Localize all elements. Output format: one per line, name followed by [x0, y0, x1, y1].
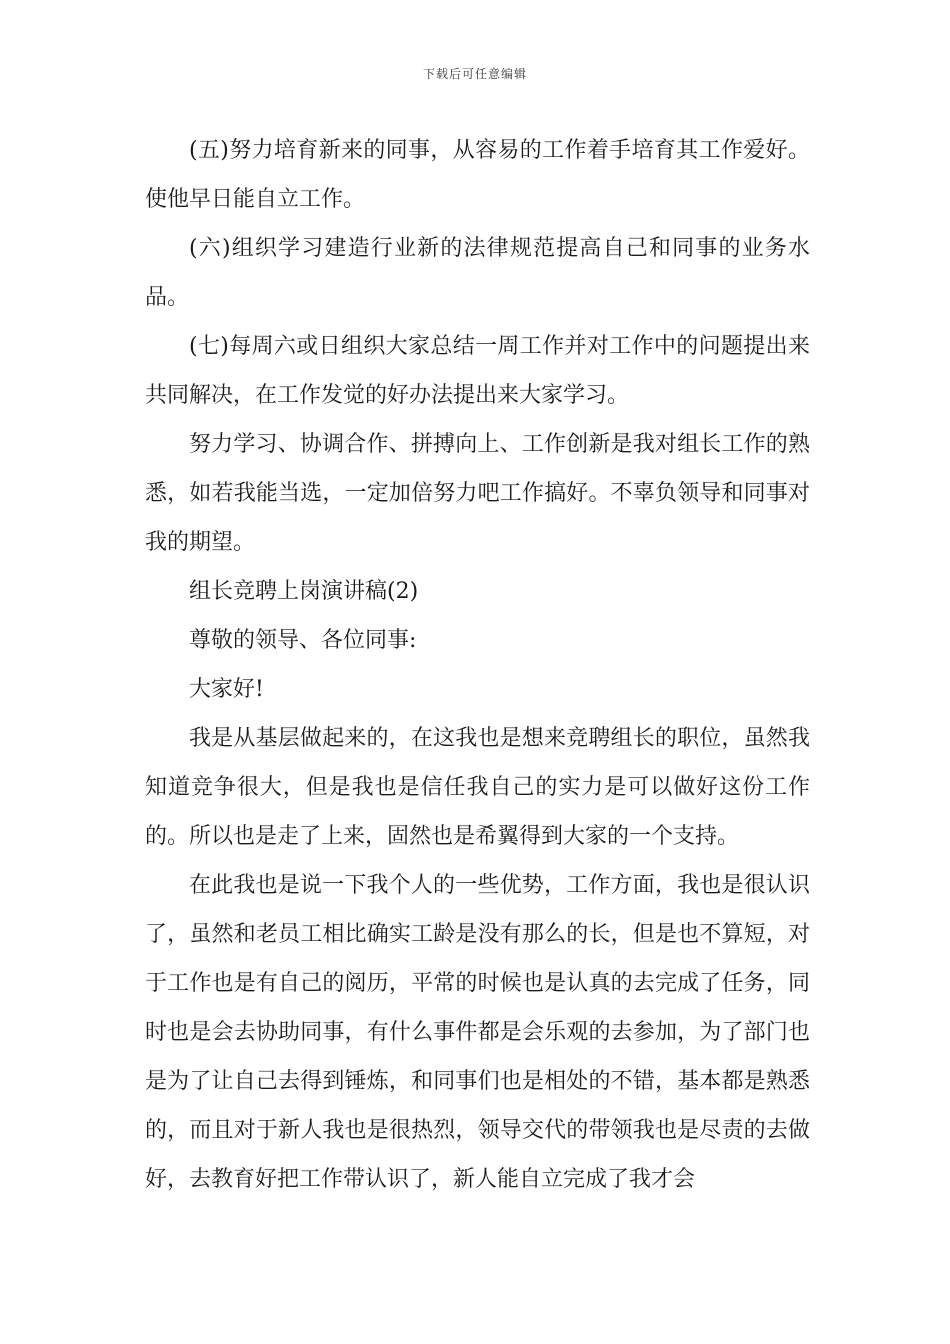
- paragraph-item-5: (五)努力培育新来的同事，从容易的工作着手培育其工作爱好。使他早日能自立工作。: [145, 138, 810, 212]
- paragraph-item-6: (六)组织学习建造行业新的法律规范提高自己和同事的业务水品。: [145, 236, 810, 310]
- document-body: [145, 126, 810, 1204]
- paragraph-item-7: (七)每周六或日组织大家总结一周工作并对工作中的问题提出来共同解决，在工作发觉的好办法提出来大家学习。: [145, 334, 810, 408]
- page-header: 下载后可任意编辑: [422, 67, 527, 81]
- salutation: 尊敬的领导、各位同事:: [189, 628, 417, 653]
- section-title: 组长竞聘上岗演讲稿(2): [189, 579, 419, 604]
- paragraph-intro: 我是从基层做起来的，在这我也是想来竞聘组长的职位，虽然我知道竞争很大，但是我也是信任我自己的实力是可以做好这份工作的。所以也是走了上来，固然也是希翼得到大家的一个支持。: [145, 726, 810, 849]
- greeting: 大家好!: [189, 677, 264, 702]
- paragraph-summary: 努力学习、协调合作、拼搏向上、工作创新是我对组长工作的熟悉，如若我能当选，一定加倍努力吧工作搞好。不辜负领导和同事对我的期望。: [145, 432, 810, 555]
- paragraph-advantages: 在此我也是说一下我个人的一些优势，工作方面，我也是很认识了，虽然和老员工相比确实工龄是没有那么的长，但是也不算短，对于工作也是有自己的阅历，平常的时候也是认真的去完成了任务，同时也是会去协助同事，有什么事件都是会乐观的去参加，为了部门也是为了让自己去得到锤炼，和同事们也是相处的不错，基本都是熟悉的，而且对于新人我也是很热烈，领导交代的带领我也是尽责的去做好，去教育好把工作带认识了，新人能自立完成了我才会: [145, 873, 810, 1192]
